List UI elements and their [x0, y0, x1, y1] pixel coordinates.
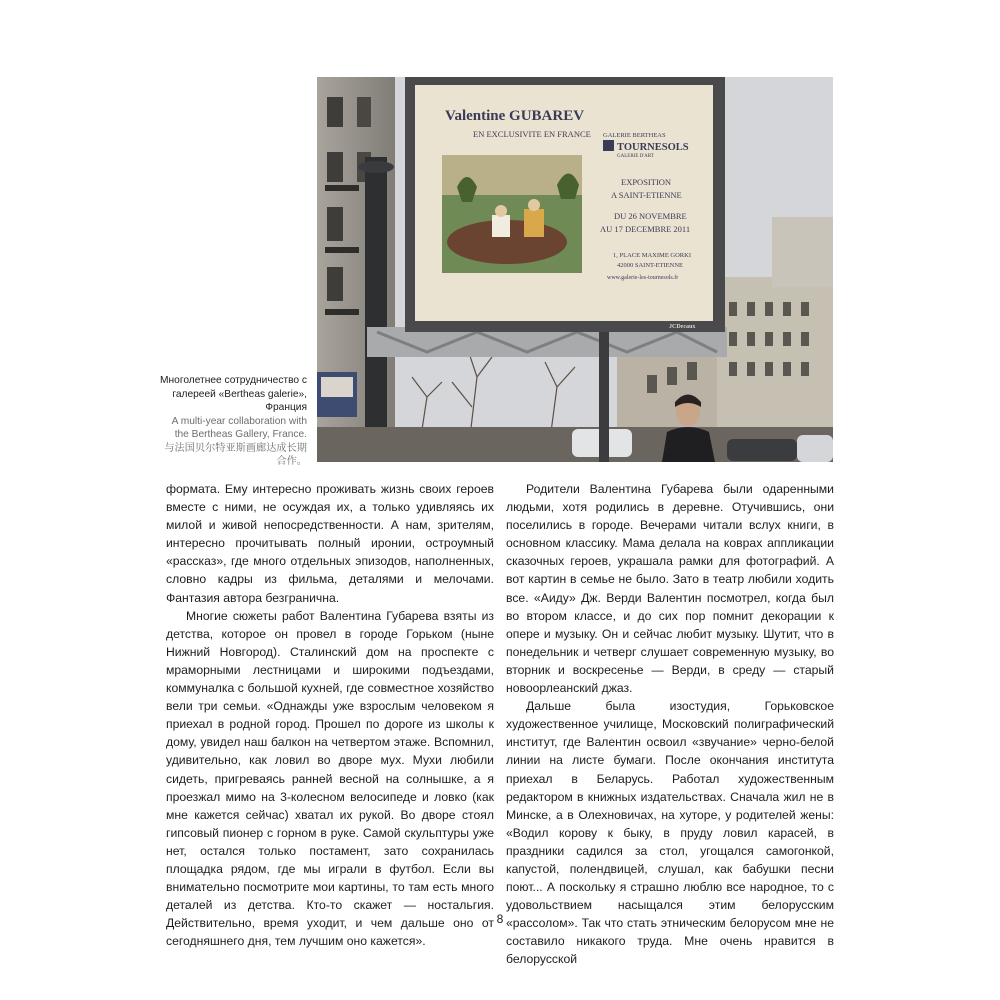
left-text-column — [166, 480, 494, 950]
billboard-address-2: 42000 SAINT-ETIENNE — [617, 262, 684, 269]
caption-english: A multi-year collaboration with the Bertheas Gallery, France. — [171, 415, 307, 440]
billboard-gallery-top: GALERIE BERTHEAS — [603, 132, 666, 139]
right-paragraph-1: Родители Валентина Губарева были одаренными людьми, хотя родились в деревне. Отучившись, они поселились в городе. Вечерами читали вслух книги, в основном классику. Мама делала на коврах аппликации сказочных героев, украшала рамки для фотографий. А вот картин в семье не было. Зато в театр любили ходить все. «Аиду» Дж. Верди Валентин посмотрел, когда был во втором классе, и до сих пор помнит декорации к опере и музыку. Он и сейчас любит музыку. Шутит, что в понедельник и четверг слушает современную музыку, во вторник и воскресенье — Верди, в среду — старый новоорлеанский джаз. — [506, 482, 834, 696]
billboard-brand: JCDecaux — [669, 324, 696, 330]
billboard-artist: Valentine GUBAREV — [445, 108, 585, 124]
photo-illustration — [317, 77, 833, 462]
caption-russian: Многолетнее сотрудничество с галереей «Bertheas galerie», Франция — [160, 375, 307, 413]
photo-caption — [160, 374, 307, 469]
billboard-exposition: EXPOSITION — [621, 177, 672, 187]
billboard-exclusive: EN EXCLUSIVITE EN FRANCE — [473, 129, 591, 139]
billboard-gallery-name: TOURNESOLS — [617, 142, 689, 153]
caption-chinese: 与法国贝尔特亚斯画廊达成长期合作。 — [164, 442, 307, 467]
left-paragraph-2: Многие сюжеты работ Валентина Губарева взяты из детства, которое он провел в городе Горьком (ныне Нижний Новгород). Сталинский дом на проспекте с мраморными лестницами и широкими подъездами, коммуналка с большой кухней, где совместное хозяйство вели три семьи. «Однажды уже взрослым человеком я приехал в родной город. Прошел по дороге из школы к дому, увидел наш балкон на четвертом этаже. Вспомнил, удивительно, как ловил во дворе мух. Мухи любили сидеть, пригреваясь ранней весной на солнышке, а я проезжал мимо на 3-колесном велосипеде и ловко (как мне кажется сейчас) хватал их рукой. Во дворе стоял гипсовый пионер с горном в руке. Самой скульптуры уже нет, остался только постамент, зато сохранилась площадка рядом, где мы играли в футбол. Если вы внимательно посмотрите мои картины, то там есть много деталей из детства. Кто-то скажет — ностальгия. Действительно, время уходит, и чем дальше оно от сегодняшнего дня, тем лучшим оно кажется». — [166, 608, 494, 949]
right-paragraph-2: Дальше была изостудия, Горьковское художественное училище, Московский полиграфический институт, где Валентин освоил «звучание» черно-белой линии на листе бумаги. После окончания института приехал в Беларусь. Работал художественным редактором в книжных издательствах. Сначала жил не в Минске, а в Олехновичах, на хуторе, у родителей жены: «Водил корову к быку, в пруду ловил карасей, в праздники садился за стол, угощался самогонкой, капустой, полендвицей, слушал, как бабушки песни поют... А поскольку я страшно люблю все народное, то с удовольствием насыщался этим белорусским «рассолом». Так что стать этническим белорусом мне не составило никакого труда. Мне очень нравится в белорусской — [506, 699, 834, 967]
left-paragraph-1: формата. Ему интересно проживать жизнь своих героев вместе с ними, не осуждая их, а только удивляясь их милой и живой непосредственности. А нам, зрителям, интересно прочитывать полный иронии, остроумный «рассказ», где много отдельных эпизодов, наполненных, словно кадры из фильма, деталями и мелочами. Фантазия автора безгранична. — [166, 482, 494, 605]
right-text-column — [506, 480, 834, 969]
billboard-address-1: 1, PLACE MAXIME GORKI — [613, 252, 691, 259]
page-number: 8 — [496, 912, 504, 926]
billboard-dates-2: AU 17 DECEMBRE 2011 — [600, 224, 691, 234]
billboard-dates-1: DU 26 NOVEMBRE — [614, 211, 687, 221]
street-billboard-photo — [317, 77, 833, 462]
billboard-gallery-sub: GALERIE D'ART — [617, 154, 654, 159]
billboard-website: www.galerie-les-tournesols.fr — [607, 275, 679, 281]
billboard-city: A SAINT-ETIENNE — [611, 190, 682, 200]
